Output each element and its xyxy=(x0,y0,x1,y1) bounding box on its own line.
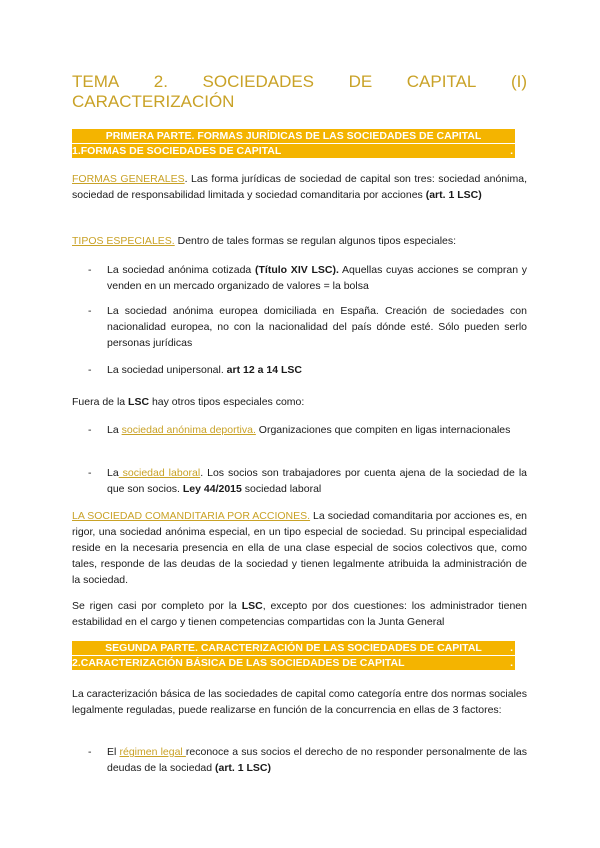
fuera-paragraph xyxy=(72,394,527,410)
section-two-banner xyxy=(72,656,515,670)
part-one-banner xyxy=(72,129,515,143)
list-text: Organizaciones que compiten en ligas internacionales xyxy=(255,424,511,436)
list-dash: - xyxy=(88,364,92,376)
section-one-label: 1.FORMAS DE SOCIEDADES DE CAPITAL xyxy=(72,145,282,157)
title-word: 2. xyxy=(153,72,168,91)
list-ref: (Título XIV LSC). xyxy=(255,264,339,276)
sociedad-laboral-link[interactable]: sociedad laboral xyxy=(118,467,201,479)
banner-dot: . xyxy=(510,145,513,157)
list-dash: - xyxy=(88,467,92,479)
list-ref: (art. 1 LSC) xyxy=(215,762,272,774)
title-line-2: CARACTERIZACIÓN xyxy=(72,92,235,111)
list-ref: art 12 a 14 LSC xyxy=(226,364,302,376)
title-word: DE xyxy=(348,72,373,91)
banner-dot: . xyxy=(510,642,513,654)
list-item xyxy=(88,262,527,294)
list-ref: Ley 44/2015 xyxy=(182,483,242,495)
banner-dot: . xyxy=(510,657,513,669)
list-dash: - xyxy=(88,305,92,317)
title-word: (I) xyxy=(510,72,527,91)
list-dash: - xyxy=(88,746,92,758)
list-text: El xyxy=(107,746,120,758)
list-text: Aquellas cuyas acciones se compran y venden en un mercado organizado de valores = la bolsa xyxy=(107,264,528,292)
list-text: La sociedad anónima europea domiciliada en España. Creación de sociedades con nacionalidad europea, no con la nacionalidad del país dónde esté. Sólo pueden serlo personas jurídicas xyxy=(107,305,527,349)
part-two-banner xyxy=(72,641,515,655)
fuera-text: Fuera de la xyxy=(72,396,129,408)
part-one-label: PRIMERA PARTE. FORMAS JURÍDICAS DE LAS SOCIEDADES DE CAPITAL xyxy=(105,130,482,142)
tipos-especiales-paragraph xyxy=(72,233,527,249)
list-item xyxy=(88,362,527,378)
title-word: SOCIEDADES xyxy=(202,72,315,91)
rigen-text: Se rigen casi por completo por la xyxy=(72,600,242,612)
tipos-especiales-text: Dentro de tales formas se regulan algunos tipos especiales: xyxy=(174,235,457,247)
title-word: TEMA xyxy=(72,72,120,91)
rigen-ref: LSC xyxy=(241,600,263,612)
formas-generales-text: . Las forma jurídicas de sociedad de capital son tres: sociedad anónima, sociedad de responsabilidad limitada y sociedad comanditaria por acciones xyxy=(72,173,527,201)
part-two-label: SEGUNDA PARTE. CARACTERIZACIÓN DE LAS SOCIEDADES DE CAPITAL xyxy=(105,642,482,654)
comanditaria-paragraph xyxy=(72,508,527,588)
list-text: reconoce a sus socios el derecho de no responder personalmente de las deudas de la sociedad xyxy=(107,746,528,774)
section-two-label: 2.CARACTERIZACIÓN BÁSICA DE LAS SOCIEDADES DE CAPITAL xyxy=(72,657,405,669)
list-text: sociedad laboral xyxy=(241,483,322,495)
list-item xyxy=(88,465,527,497)
fuera-text: hay otros tipos especiales como: xyxy=(149,396,305,408)
formas-generales-ref: (art. 1 LSC) xyxy=(425,189,482,201)
caracterizacion-paragraph: La caracterización básica de las sociedades de capital como categoría entre dos normas sociales legalmente reguladas, puede realizarse en función de la concurrencia en ellas de 3 factores: xyxy=(72,688,527,716)
regimen-legal-link[interactable]: régimen legal xyxy=(119,746,186,758)
list-text: . Los socios son trabajadores por cuenta ajena de la sociedad de la que son socios. xyxy=(107,467,527,495)
comanditaria-text: La sociedad comanditaria por acciones es, en rigor, una sociedad anónima especial, en un tipo especial de sociedad. Su principal especialidad reside en la necesaria presencia en ella de una clase especial de socios colectivos que, como tales, responde de las deudas de la sociedad y tienen legalmente atribuida la administración de la sociedad. xyxy=(72,510,527,586)
list-item xyxy=(88,744,527,776)
fuera-ref: LSC xyxy=(128,396,150,408)
list-dash: - xyxy=(88,264,92,276)
rigen-text: , excepto por dos cuestiones: los administrador tienen estabilidad en el cargo y tienen competencias compartidas con la Junta General xyxy=(72,600,527,628)
formas-generales-heading: FORMAS GENERALES xyxy=(72,173,185,185)
formas-generales-paragraph xyxy=(72,171,527,203)
sociedad-deportiva-link[interactable]: sociedad anónima deportiva. xyxy=(121,424,256,436)
list-item xyxy=(88,303,527,351)
list-dash: - xyxy=(88,424,92,436)
page-title xyxy=(72,72,527,112)
section-one-banner xyxy=(72,144,515,158)
list-text: La xyxy=(107,424,122,436)
list-item xyxy=(88,422,527,438)
comanditaria-heading: LA SOCIEDAD COMANDITARIA POR ACCIONES. xyxy=(72,510,311,522)
tipos-especiales-heading: TIPOS ESPECIALES. xyxy=(72,235,175,247)
list-text: La xyxy=(107,467,119,479)
list-text: La sociedad anónima cotizada xyxy=(107,264,256,276)
rigen-paragraph xyxy=(72,598,527,630)
title-word: CAPITAL xyxy=(406,72,477,91)
list-text: La sociedad unipersonal. xyxy=(107,364,227,376)
